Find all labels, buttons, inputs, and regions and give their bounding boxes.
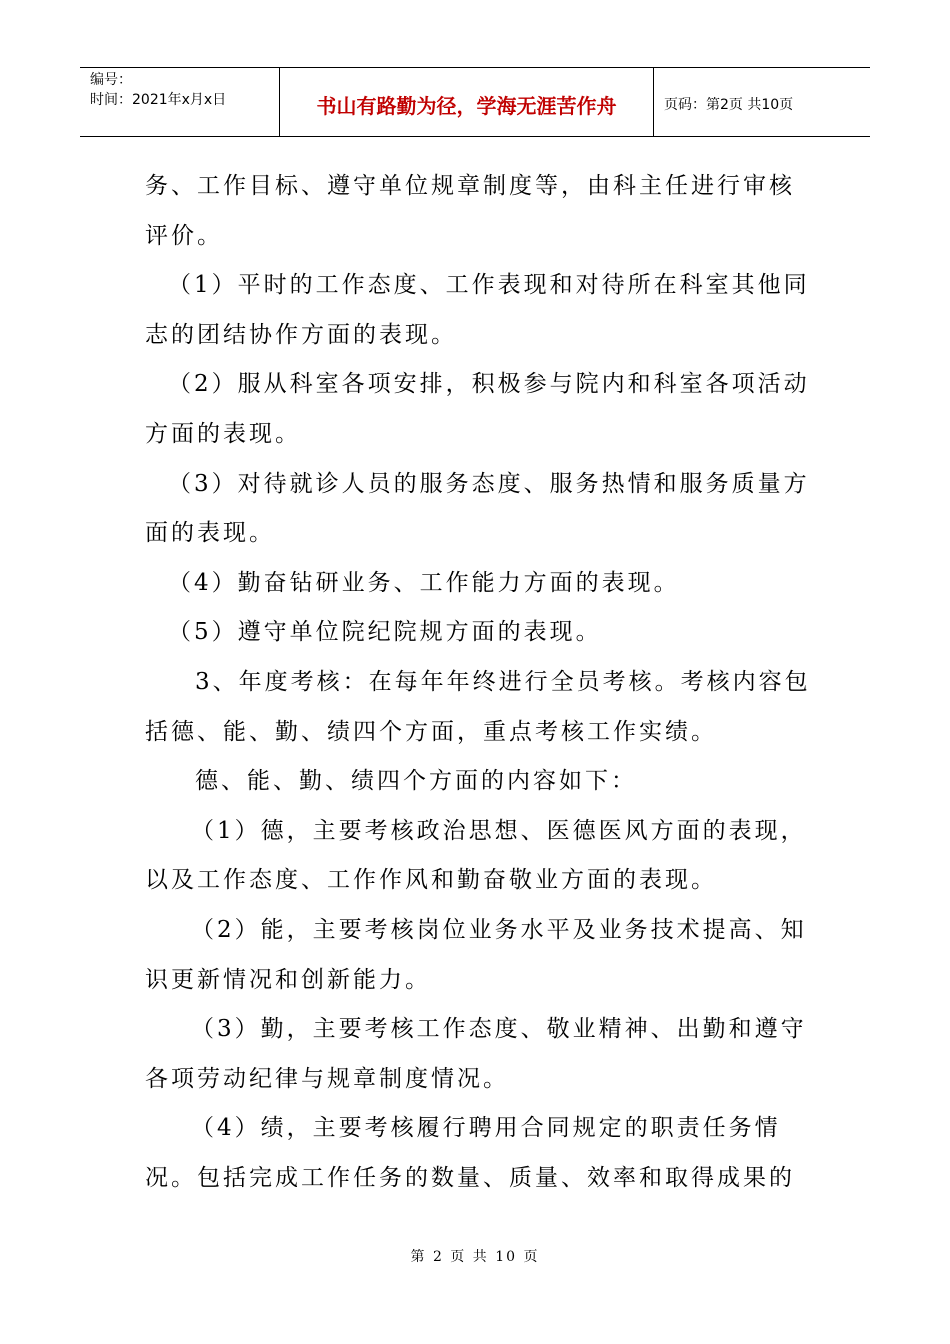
body-line: 以及工作态度、工作作风和勤奋敬业方面的表现。: [145, 867, 717, 894]
body-line: 括德、能、勤、绩四个方面，重点考核工作实绩。: [145, 718, 717, 745]
body-line: （3）对待就诊人员的服务态度、服务热情和服务质量方: [168, 470, 810, 497]
body-line: 面的表现。: [145, 520, 275, 547]
body-line: 志的团结协作方面的表现。: [145, 321, 457, 348]
page-footer: 第 2 页 共 10 页: [410, 1249, 540, 1265]
body-line: 识更新情况和创新能力。: [145, 966, 431, 993]
body-line: 方面的表现。: [145, 420, 301, 447]
body-line: 况。包括完成工作任务的数量、质量、效率和取得成果的: [145, 1164, 795, 1191]
body-line: （4）勤奋钻研业务、工作能力方面的表现。: [168, 569, 680, 596]
body-line: （2）能，主要考核岗位业务水平及业务技术提高、知: [191, 916, 807, 943]
body-line: （3）勤，主要考核工作态度、敬业精神、出勤和遵守: [191, 1016, 807, 1043]
body-line: （2）服从科室各项安排，积极参与院内和科室各项活动: [168, 371, 810, 398]
body-line: （5）遵守单位院纪院规方面的表现。: [168, 619, 602, 646]
header-motto: 书山有路勤为径，学海无涯苦作舟: [280, 68, 654, 136]
body-line: 评价。: [145, 222, 223, 249]
body-line: （4）绩，主要考核履行聘用合同规定的职责任务情: [191, 1115, 781, 1142]
document-body: [145, 162, 811, 1203]
header-meta: [80, 68, 280, 136]
document-number-label: 编号：: [90, 72, 132, 88]
body-line: （1）平时的工作态度、工作表现和对待所在科室其他同: [168, 272, 810, 299]
body-line: （1）德，主要考核政治思想、医德医风方面的表现，: [191, 817, 807, 844]
document-date-label: 时间：2021年x月x日: [90, 92, 227, 108]
page-header: [80, 67, 870, 137]
body-line: 务、工作目标、遵守单位规章制度等，由科主任进行审核: [145, 173, 795, 199]
body-line: 各项劳动纪律与规章制度情况。: [145, 1065, 509, 1092]
body-line: 3、年度考核：在每年年终进行全员考核。考核内容包: [195, 668, 811, 695]
header-page-number: 页码：第2页 共10页: [664, 97, 794, 113]
body-line: 德、能、勤、绩四个方面的内容如下：: [195, 768, 637, 795]
